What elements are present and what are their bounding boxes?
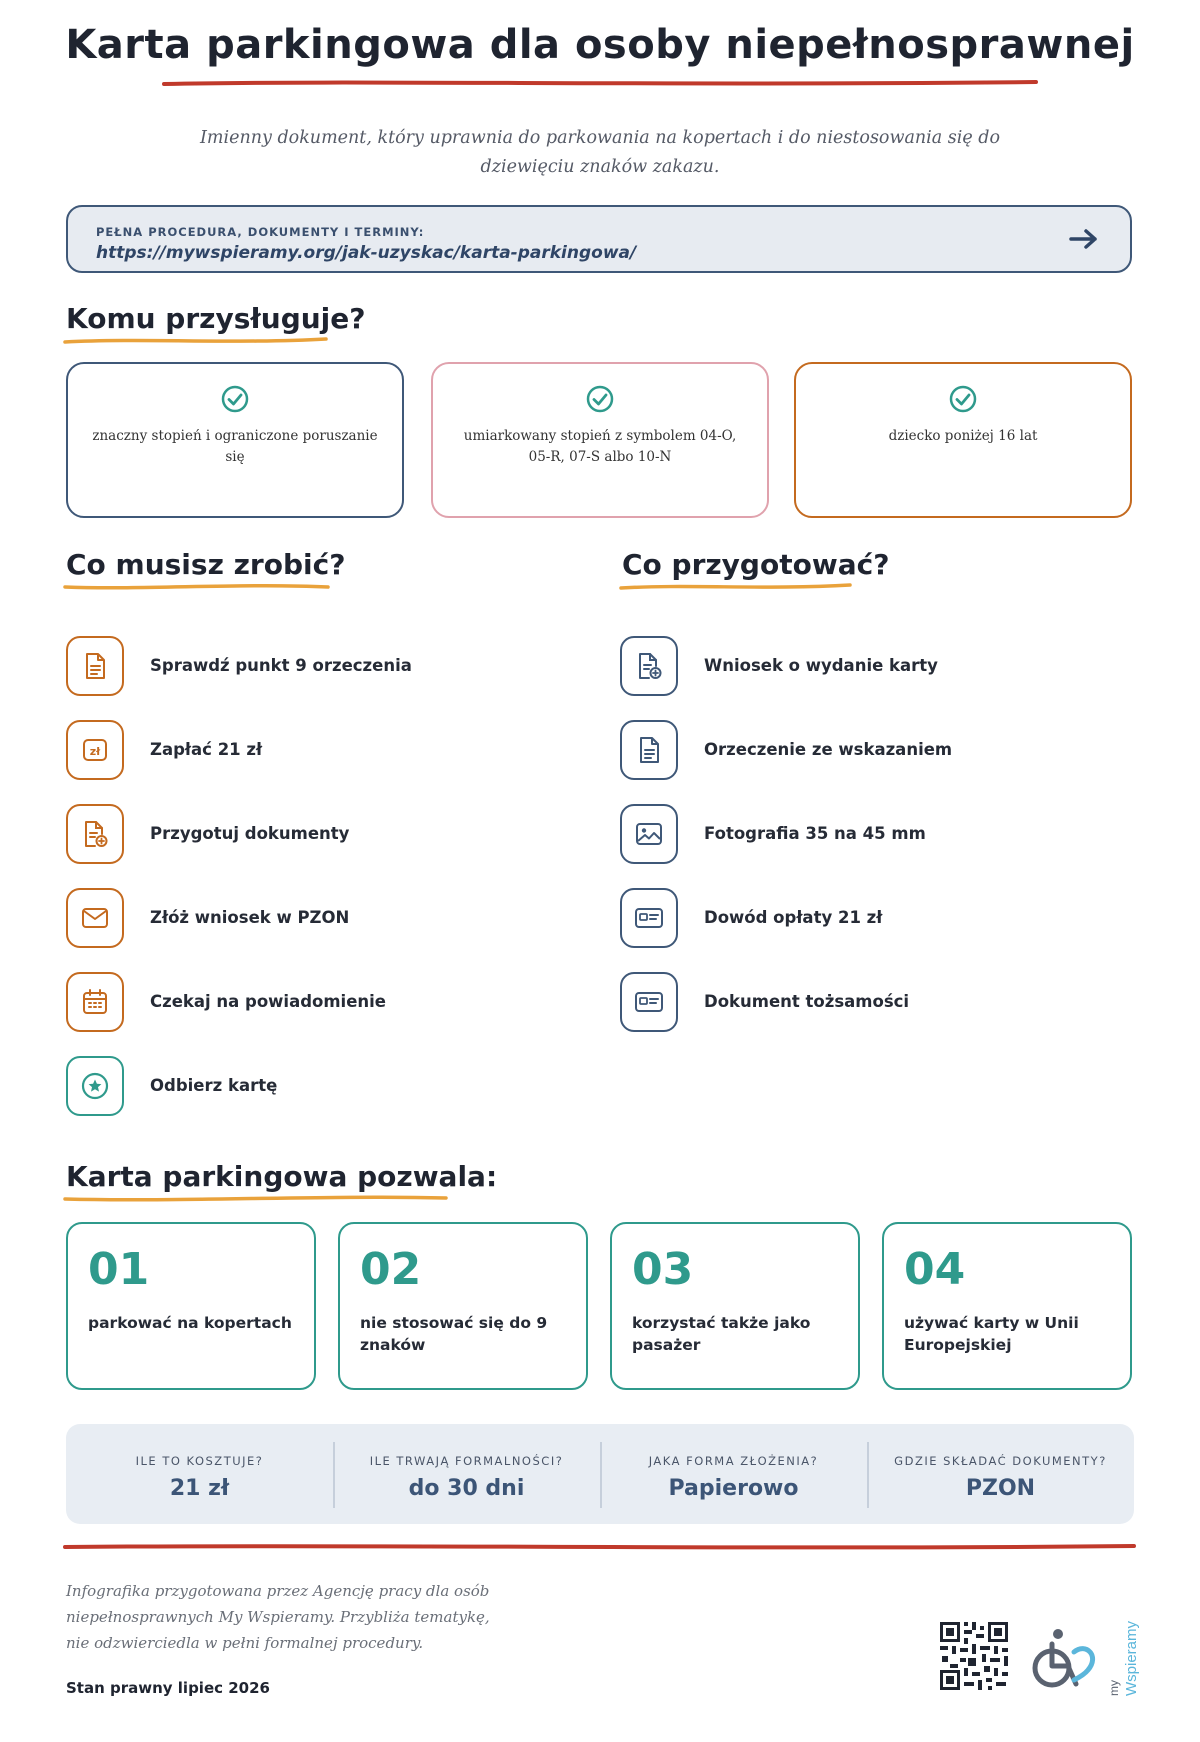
step-item	[66, 1056, 546, 1120]
fact-cost	[66, 1424, 333, 1524]
prepare-label: Orzeczenie ze wskazaniem	[704, 740, 953, 759]
eligibility-card-text: umiarkowany stopień z symbolem 04-O, 05-R, 07-S albo 10-N	[463, 428, 737, 465]
eligibility-card	[431, 362, 769, 518]
prepare-item	[620, 888, 1140, 952]
allow-number: 02	[360, 1244, 422, 1295]
step-label: Czekaj na powiadomienie	[150, 992, 386, 1011]
allow-text: korzystać także jako pasażer	[632, 1314, 811, 1354]
procedure-link-label: PEŁNA PROCEDURA, DOKUMENTY I TERMINY:	[96, 225, 425, 239]
procedure-link-box[interactable]	[66, 205, 1132, 273]
prepare-label: Wniosek o wydanie karty	[704, 656, 938, 675]
step-icon-box	[66, 972, 124, 1032]
step-label: Złóż wniosek w PZON	[150, 908, 350, 927]
calendar-icon	[81, 988, 109, 1016]
allow-text: używać karty w Unii Europejskiej	[904, 1314, 1079, 1354]
fact-label: JAKA FORMA ZŁOŻENIA?	[648, 1454, 819, 1468]
eligibility-card-text: dziecko poniżej 16 lat	[888, 428, 1038, 444]
id-card-icon	[634, 990, 664, 1014]
prepare-title: Co przygotować?	[622, 548, 890, 581]
prepare-label: Fotografia 35 na 45 mm	[704, 824, 926, 843]
fact-place	[867, 1424, 1134, 1524]
step-label: Zapłać 21 zł	[150, 740, 263, 759]
prepare-label: Dowód opłaty 21 zł	[704, 908, 883, 927]
eligibility-card	[66, 362, 404, 518]
check-circle-icon	[220, 384, 250, 414]
prepare-icon-box	[620, 804, 678, 864]
fact-label: ILE TO KOSZTUJE?	[135, 1454, 264, 1468]
prepare-icon-box	[620, 636, 678, 696]
step-item	[66, 720, 546, 784]
allow-card	[66, 1222, 316, 1390]
prepare-label: Dokument tożsamości	[704, 992, 910, 1011]
logo-text-wspieramy: Wspieramy	[1123, 1620, 1140, 1696]
step-icon-box	[66, 636, 124, 696]
step-icon-box	[66, 804, 124, 864]
step-item	[66, 636, 546, 700]
star-badge-icon	[80, 1071, 110, 1101]
eligibility-card	[794, 362, 1132, 518]
prepare-item	[620, 720, 1140, 784]
footer-note: Infografika przygotowana przez Agencję pracy dla osób niepełnosprawnych My Wspieramy. Przybliża tematykę, nie odzwierciedla w pełni formalnej procedury.	[66, 1582, 490, 1652]
allow-number: 01	[88, 1244, 150, 1295]
document-icon	[82, 652, 108, 680]
title-underline	[160, 76, 1040, 90]
fact-value: do 30 dni	[408, 1476, 525, 1501]
id-card-icon	[634, 906, 664, 930]
logo-text-my: my	[1107, 1680, 1121, 1696]
document-icon	[636, 736, 662, 764]
allow-card	[610, 1222, 860, 1390]
prepare-item	[620, 972, 1140, 1036]
step-icon-box	[66, 1056, 124, 1116]
step-item	[66, 972, 546, 1036]
logo-text-block	[1106, 1622, 1142, 1696]
fact-duration	[333, 1424, 600, 1524]
allow-number: 03	[632, 1244, 694, 1295]
steps-title: Co musisz zrobić?	[66, 548, 346, 581]
eligibility-underline	[62, 334, 330, 348]
step-label: Sprawdź punkt 9 orzeczenia	[150, 656, 412, 675]
my-wspieramy-logo	[1028, 1618, 1138, 1698]
check-circle-icon	[585, 384, 615, 414]
eligibility-title: Komu przysługuje?	[66, 302, 366, 335]
allow-card	[882, 1222, 1132, 1390]
arrow-right-icon[interactable]	[1068, 225, 1100, 253]
envelope-icon	[81, 906, 109, 930]
facts-bar	[66, 1424, 1134, 1524]
fact-value: PZON	[965, 1476, 1036, 1501]
document-add-icon	[81, 820, 109, 848]
procedure-link-url[interactable]: https://mywspieramy.org/jak-uzyskac/karta-parkingowa/	[96, 243, 637, 263]
page-subtitle: Imienny dokument, który uprawnia do parkowania na kopertach i do niestosowania się do dziewięciu znaków zakazu.	[200, 128, 1000, 177]
svg-text:zł: zł	[89, 745, 101, 758]
step-label: Odbierz kartę	[150, 1076, 278, 1095]
prepare-underline	[618, 580, 854, 594]
prepare-item	[620, 804, 1140, 868]
zloty-icon	[81, 736, 109, 764]
allow-card	[338, 1222, 588, 1390]
prepare-icon-box	[620, 972, 678, 1032]
fact-value: Papierowo	[668, 1476, 799, 1501]
legal-status-date: Stan prawny lipiec 2026	[66, 1679, 270, 1697]
prepare-icon-box	[620, 720, 678, 780]
check-circle-icon	[948, 384, 978, 414]
step-icon-box	[66, 720, 124, 780]
step-item	[66, 888, 546, 952]
fact-label: GDZIE SKŁADAĆ DOKUMENTY?	[894, 1454, 1107, 1468]
qr-code-icon	[938, 1620, 1010, 1692]
allows-underline	[62, 1192, 450, 1206]
image-icon	[635, 822, 663, 846]
fact-form	[600, 1424, 867, 1524]
step-icon-box	[66, 888, 124, 948]
prepare-item	[620, 636, 1140, 700]
allow-number: 04	[904, 1244, 966, 1295]
allows-title: Karta parkingowa pozwala:	[66, 1160, 498, 1193]
allow-text: nie stosować się do 9 znaków	[360, 1314, 548, 1354]
steps-underline	[62, 580, 332, 594]
step-item	[66, 804, 546, 868]
logo-mark-icon	[1028, 1622, 1104, 1694]
prepare-icon-box	[620, 888, 678, 948]
fact-label: ILE TRWAJĄ FORMALNOŚCI?	[369, 1454, 564, 1468]
eligibility-card-text: znaczny stopień i ograniczone poruszanie się	[92, 428, 378, 465]
document-add-icon	[635, 652, 663, 680]
footer-divider	[62, 1540, 1138, 1554]
fact-value: 21 zł	[169, 1476, 230, 1501]
page-title: Karta parkingowa dla osoby niepełnosprawnej	[65, 22, 1135, 68]
allow-text: parkować na kopertach	[88, 1314, 292, 1332]
step-label: Przygotuj dokumenty	[150, 824, 350, 843]
